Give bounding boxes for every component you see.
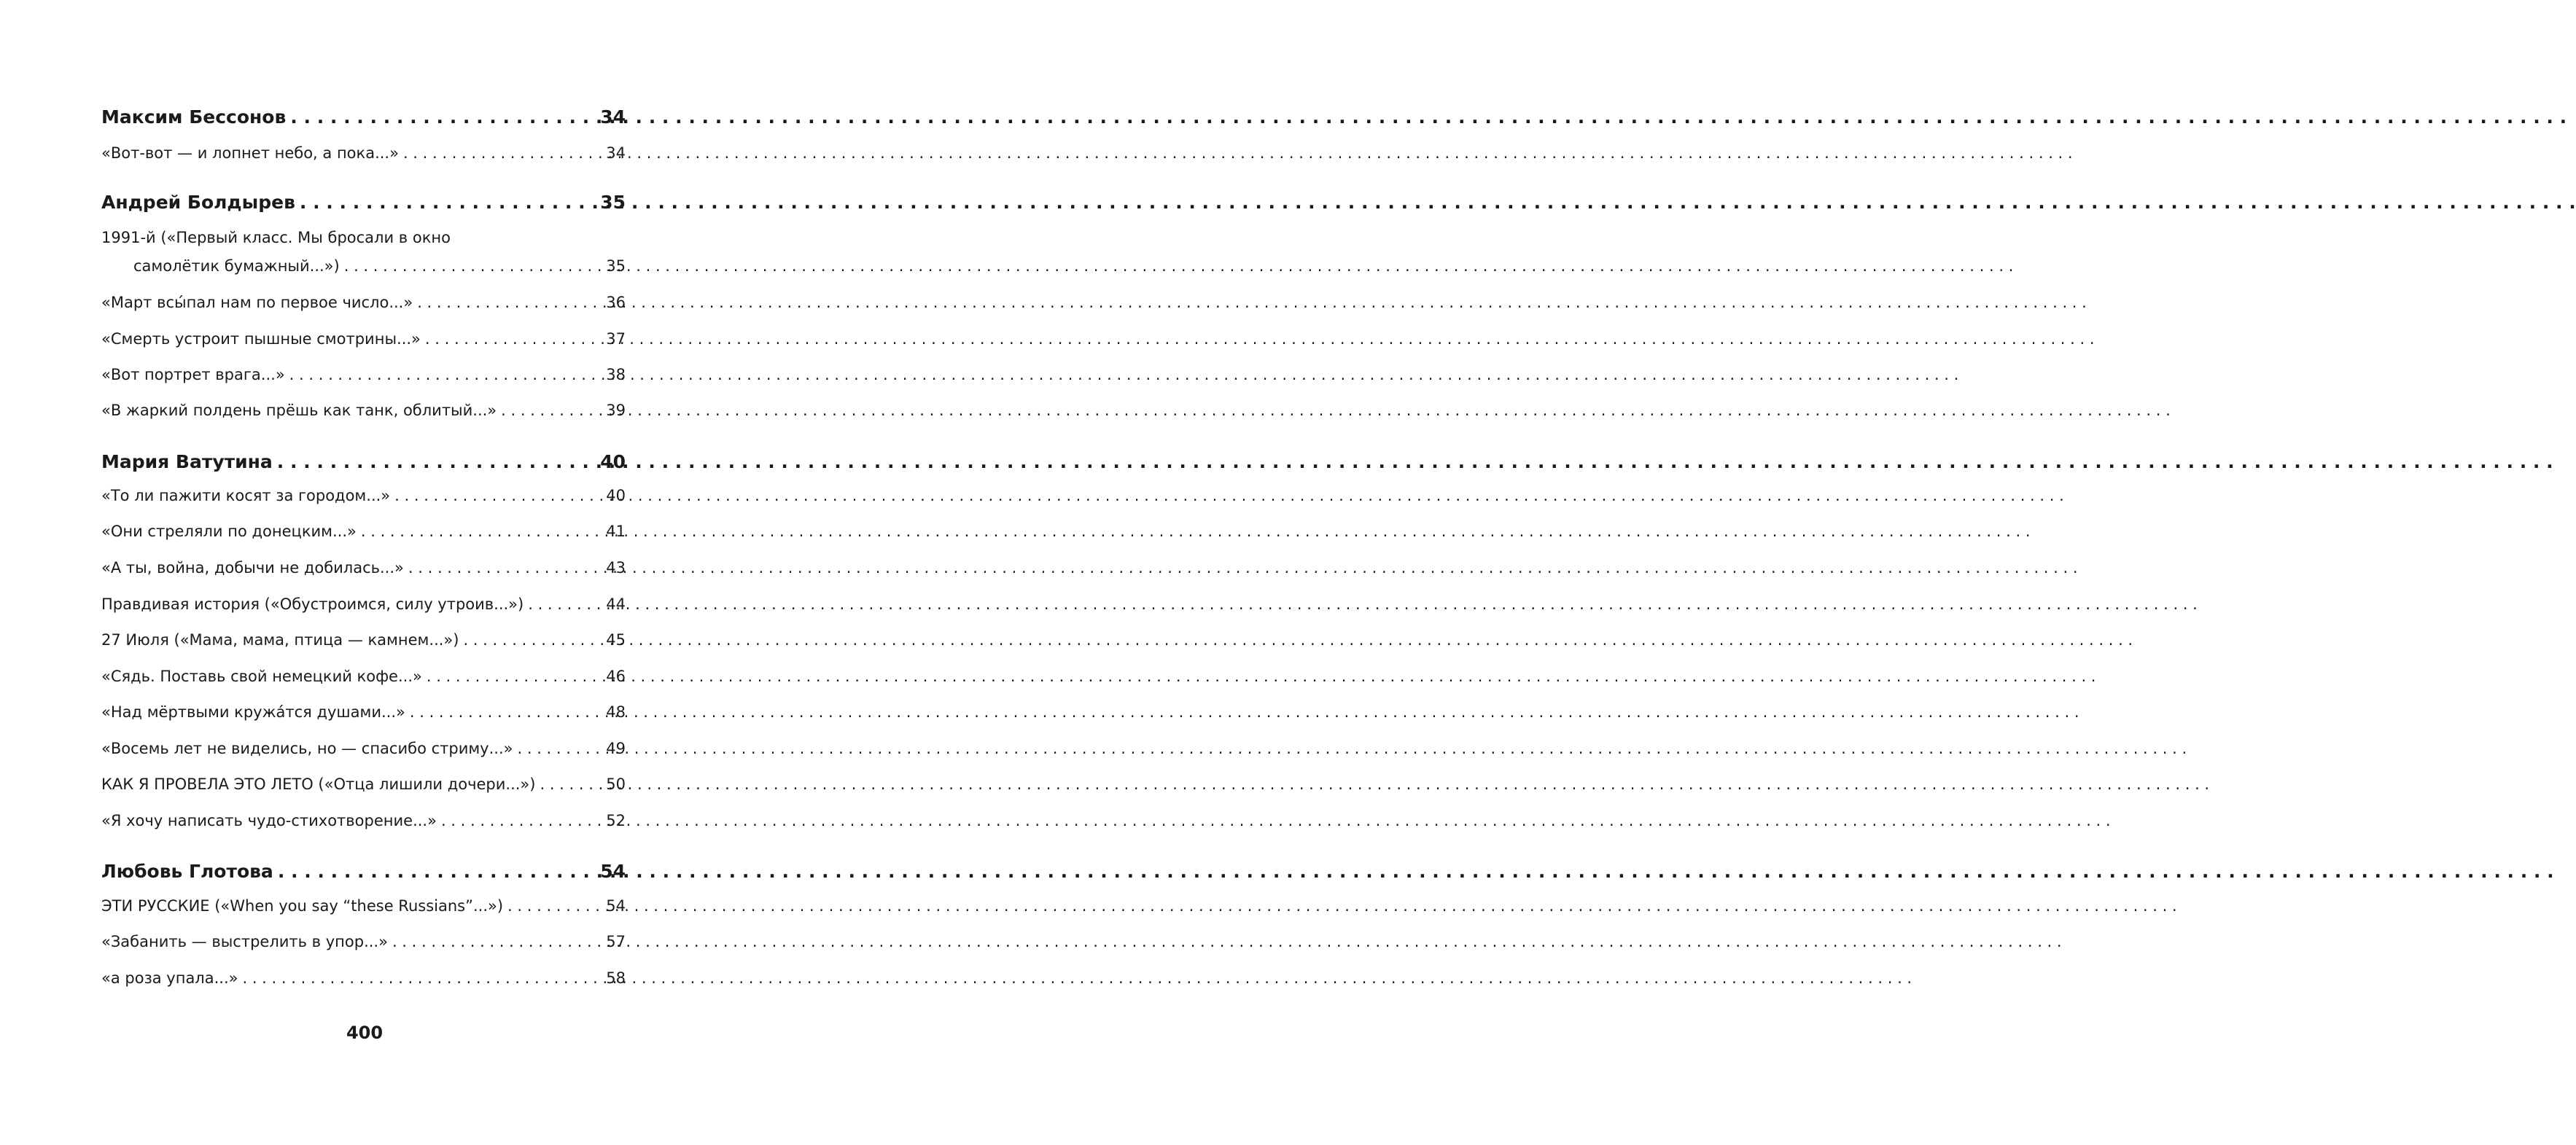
page-ref: 36 xyxy=(606,294,626,311)
poem-title: «То ли пажити косят за городом...» xyxy=(101,487,391,504)
poem-title: «Март всы́пал нам по первое число...» xyxy=(101,294,413,311)
toc-poem-entry[interactable] xyxy=(101,967,626,989)
author-name: Максим Бессонов xyxy=(101,106,287,128)
leader-dots xyxy=(540,773,602,795)
poem-title: «Восемь лет не виделись, но — спасибо стриму...» xyxy=(101,740,513,757)
poem-title: «Я хочу написать чудо-стихотворение...» xyxy=(101,812,437,829)
leader-dots xyxy=(394,485,602,507)
leader-dots xyxy=(501,399,602,421)
page-ref: 35 xyxy=(606,257,626,275)
toc-poem-entry[interactable] xyxy=(101,593,626,615)
toc-author-entry[interactable] xyxy=(101,106,626,129)
leader-dots xyxy=(507,895,602,917)
leader-dots xyxy=(518,738,602,759)
toc-author-entry[interactable] xyxy=(101,450,626,474)
toc-poem-entry[interactable] xyxy=(101,364,626,386)
toc-poem-entry[interactable] xyxy=(101,810,626,832)
toc-author-entry[interactable] xyxy=(101,191,626,214)
page-number: 400 xyxy=(346,1023,384,1043)
page-ref: 41 xyxy=(606,523,626,540)
leader-dots xyxy=(403,142,602,164)
page-ref: 46 xyxy=(606,668,626,685)
poem-title: самолётик бумажный...») xyxy=(133,257,340,275)
leader-dots xyxy=(425,328,602,350)
toc-poem-entry[interactable] xyxy=(101,485,626,507)
toc-poem-entry[interactable] xyxy=(133,255,626,277)
leader-dots xyxy=(300,191,596,214)
toc-poem-entry[interactable] xyxy=(101,557,626,579)
toc-poem-entry[interactable] xyxy=(101,738,626,759)
page-ref: 39 xyxy=(606,402,626,419)
poem-title: «Они стреляли по донецким...» xyxy=(101,523,357,540)
page-ref: 40 xyxy=(600,451,626,472)
page-ref: 57 xyxy=(606,933,626,950)
page-ref: 44 xyxy=(606,595,626,613)
leader-dots xyxy=(463,629,602,651)
toc-poem-entry[interactable] xyxy=(101,701,626,723)
poem-title: «Сядь. Поставь свой немецкий кофе...» xyxy=(101,668,422,685)
page-ref: 34 xyxy=(606,144,626,162)
toc-author-entry[interactable] xyxy=(101,860,626,883)
page-ref: 37 xyxy=(606,330,626,348)
toc-poem-entry[interactable] xyxy=(101,629,626,651)
table-of-contents xyxy=(0,0,729,1145)
leader-dots xyxy=(410,701,602,723)
page-ref: 49 xyxy=(606,740,626,757)
toc-poem-entry[interactable] xyxy=(101,399,626,421)
poem-title: «Над мёртвыми кружа́тся душами...» xyxy=(101,703,405,721)
page-ref: 52 xyxy=(606,812,626,829)
leader-dots xyxy=(277,450,596,474)
poem-title: Правдивая история («Обустроимся, силу утроив...») xyxy=(101,595,524,613)
page-ref: 34 xyxy=(600,106,626,128)
page-ref: 54 xyxy=(606,897,626,915)
page-ref: 58 xyxy=(606,969,626,987)
poem-title: ЭТИ РУССКИЕ («When you say “these Russians”...») xyxy=(101,897,504,915)
author-name: Любовь Глотова xyxy=(101,861,273,882)
page-ref: 48 xyxy=(606,703,626,721)
leader-dots xyxy=(417,292,602,313)
author-name: Андрей Болдырев xyxy=(101,192,295,213)
leader-dots xyxy=(290,106,596,129)
toc-poem-entry[interactable] xyxy=(101,931,626,953)
toc-poem-entry[interactable] xyxy=(101,520,626,542)
poem-title: «Забанить — выстрелить в упор...» xyxy=(101,933,388,950)
poem-title: «Смерть устроит пышные смотрины...» xyxy=(101,330,421,348)
toc-poem-entry[interactable] xyxy=(101,292,626,313)
leader-dots xyxy=(392,931,602,953)
page-ref: 54 xyxy=(600,861,626,882)
leader-dots xyxy=(289,364,602,386)
leader-dots xyxy=(344,255,602,277)
leader-dots xyxy=(242,967,602,989)
page-ref: 35 xyxy=(600,192,626,213)
leader-dots xyxy=(528,593,602,615)
page-ref: 50 xyxy=(606,775,626,793)
poem-title: 27 Июля («Мама, мама, птица — камнем...») xyxy=(101,631,459,649)
poem-title-first-line: 1991-й («Первый класс. Мы бросали в окно xyxy=(101,229,451,246)
poem-title: «Вот портрет врага...» xyxy=(101,366,285,383)
leader-dots xyxy=(361,520,602,542)
toc-poem-entry[interactable] xyxy=(101,773,626,795)
leader-dots xyxy=(427,665,602,687)
toc-poem-entry[interactable] xyxy=(101,142,626,164)
toc-poem-entry[interactable] xyxy=(101,665,626,687)
page-ref: 43 xyxy=(606,559,626,577)
leader-dots xyxy=(441,810,602,832)
author-name: Мария Ватутина xyxy=(101,451,273,472)
leader-dots xyxy=(278,860,596,883)
poem-title: «В жаркий полдень прёшь как танк, облитый...» xyxy=(101,402,497,419)
poem-title: «А ты, война, добычи не добилась...» xyxy=(101,559,404,577)
poem-title: «Вот-вот — и лопнет небо, а пока...» xyxy=(101,144,399,162)
toc-poem-entry[interactable] xyxy=(101,328,626,350)
poem-title: «а роза упала...» xyxy=(101,969,238,987)
page-ref: 40 xyxy=(606,487,626,504)
page-ref: 38 xyxy=(606,366,626,383)
page-ref: 45 xyxy=(606,631,626,649)
toc-poem-entry[interactable] xyxy=(101,895,626,917)
leader-dots xyxy=(408,557,602,579)
poem-title: КАК Я ПРОВЕЛА ЭТО ЛЕТО («Отца лишили дочери...») xyxy=(101,775,536,793)
